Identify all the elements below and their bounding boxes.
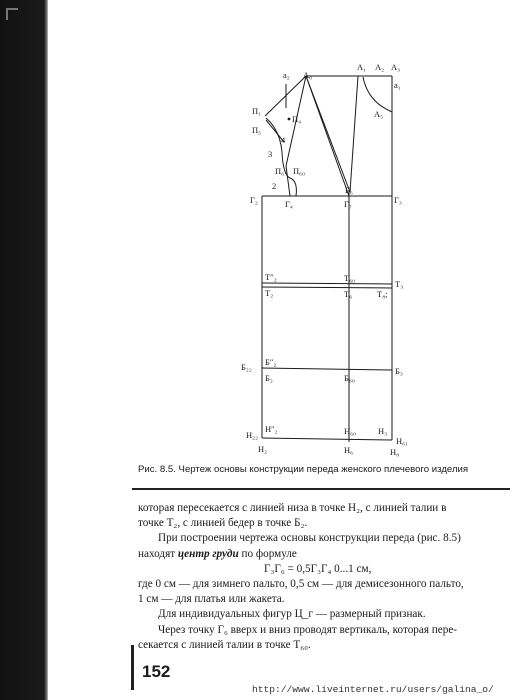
label-B22: Б₂₂: [241, 362, 252, 372]
paragraph-line: где 0 см — для зимнего пальто, 0,5 см — для демисезонного пальто,: [138, 578, 464, 591]
label-H2pp: Н″₂: [265, 424, 278, 434]
label-H3: Н₃: [378, 426, 388, 436]
label-B2: Б₂: [265, 373, 273, 383]
to-g7-line: [306, 76, 349, 196]
hip-line: [262, 368, 392, 370]
label-n4: 4: [281, 135, 286, 145]
caption-rule: [132, 488, 510, 490]
label-H2: Н₂: [258, 444, 268, 454]
label-A0: A₀: [303, 70, 313, 80]
label-T3: Т₃: [395, 279, 404, 289]
waist-line-lower: [262, 287, 392, 288]
label-H22: Н₂₂: [246, 430, 259, 440]
label-B2pp: Б″₂: [265, 357, 277, 367]
label-A5: A₅: [374, 109, 384, 119]
hem-line: [262, 438, 392, 440]
label-G4: Г₄: [285, 199, 293, 209]
label-T8: Т₈;: [377, 289, 388, 299]
text-run: по формуле: [238, 547, 297, 560]
paragraph-line: 1 см — для платья или жакета.: [138, 593, 285, 606]
shoulder-dart-right: [350, 76, 358, 192]
paragraph-line: Для индивидуальных фигур Ц_г — размерный признак.: [158, 608, 426, 621]
label-T6: Т₆: [344, 289, 353, 299]
label-T60: Т₆₀: [344, 273, 356, 283]
neck-curve: [363, 77, 392, 112]
label-A1: A₁: [357, 62, 367, 72]
label-B3: Б₃: [395, 366, 403, 376]
label-a1: a₁: [394, 80, 401, 90]
label-H60: Н₆₀: [344, 426, 357, 436]
paragraph-line: секается с линией талии в точке Т₆₀.: [138, 638, 311, 651]
point-p4: [288, 118, 291, 121]
label-P60: П₆₀: [293, 166, 306, 176]
label-A2: A₂: [375, 62, 385, 72]
watermark-url: http://www.liveinternet.ru/users/galina_o/: [252, 684, 494, 695]
label-H6: Н₆: [344, 445, 354, 455]
paragraph-line: Через точку Г₆ вверх и вниз проводят вертикаль, которая пере-: [158, 623, 458, 636]
waist-line: [262, 283, 392, 284]
label-B60: Б₆₀: [344, 373, 355, 383]
label-H8: Н₈: [390, 447, 400, 457]
label-n2: 2: [272, 181, 277, 191]
paragraph-line: которая пересекается с линией низа в точке Н₂, с линией талии в: [138, 502, 447, 514]
paragraph-line: точке Т₂, с линией бедер в точке Б₂.: [138, 517, 308, 530]
page-number: 152: [142, 662, 171, 681]
label-A3: A₃: [391, 62, 401, 72]
label-P5: П₅: [252, 125, 262, 135]
emphasis-term: центр груди: [177, 547, 239, 560]
label-P4: П₄: [292, 114, 302, 124]
label-G2: Г₂: [250, 195, 258, 205]
label-P1: П₁: [252, 106, 262, 116]
body-text: [138, 501, 512, 653]
label-G7: Г₇: [344, 199, 352, 209]
label-T2pp: Т″₂: [265, 272, 277, 282]
label-G3: Г₃: [394, 195, 402, 205]
label-G6: Г₆: [345, 185, 353, 195]
formula: Г₃Г₆ = 0,5Г₃Г₄ 0...1 см,: [264, 562, 372, 575]
label-T2: Т₂: [265, 288, 274, 298]
text-run: находят: [138, 547, 178, 560]
label-H61: Н₆₁: [396, 436, 409, 446]
page-margin-bar: [131, 645, 134, 690]
figure-caption: Рис. 8.5. Чертеж основы конструкции переда женского плечевого изделия: [138, 464, 469, 475]
paragraph-line: При построении чертежа основы конструкции переда (рис. 8.5): [158, 532, 461, 545]
label-a2: a₂: [283, 70, 290, 80]
yoke-line: [286, 166, 290, 196]
label-n3: 3: [268, 149, 273, 159]
label-P6: П₆: [275, 166, 285, 176]
paragraph-line: [138, 547, 512, 562]
